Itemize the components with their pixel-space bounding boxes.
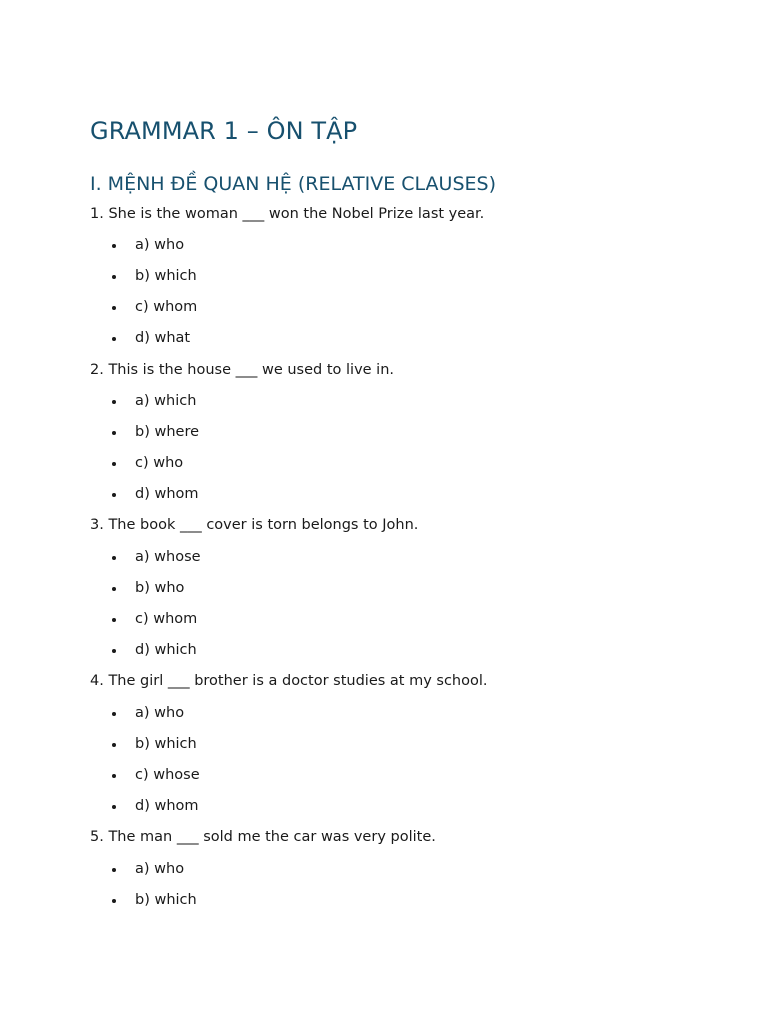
option-label: d) whom xyxy=(135,798,199,815)
option-item xyxy=(90,416,730,447)
question-block xyxy=(90,354,730,510)
question-block xyxy=(90,822,730,916)
bullet-icon xyxy=(112,805,116,809)
bullet-icon xyxy=(112,712,116,716)
option-item xyxy=(90,728,730,759)
option-item xyxy=(90,572,730,603)
option-label: a) who xyxy=(135,860,185,877)
option-label: b) which xyxy=(135,735,197,752)
bullet-icon xyxy=(112,587,116,591)
option-item xyxy=(90,479,730,510)
option-item xyxy=(90,323,730,354)
option-label: b) which xyxy=(135,267,197,284)
question-list xyxy=(90,198,730,915)
option-item xyxy=(90,884,730,915)
bullet-icon xyxy=(112,743,116,747)
document-page xyxy=(90,114,730,915)
option-item xyxy=(90,697,730,728)
option-label: d) which xyxy=(135,642,197,659)
option-label: a) which xyxy=(135,392,197,409)
section-title: I. MỆNH ĐỀ QUAN HỆ (RELATIVE CLAUSES) xyxy=(90,173,496,195)
question-text: 1. She is the woman ___ won the Nobel Prize last year. xyxy=(90,205,485,222)
option-list xyxy=(90,229,730,354)
bullet-icon xyxy=(112,493,116,497)
bullet-icon xyxy=(112,899,116,903)
bullet-icon xyxy=(112,618,116,622)
option-item xyxy=(90,448,730,479)
option-item xyxy=(90,385,730,416)
option-label: b) which xyxy=(135,891,197,908)
bullet-icon xyxy=(112,431,116,435)
bullet-icon xyxy=(112,556,116,560)
question-block xyxy=(90,510,730,666)
question-text: 3. The book ___ cover is torn belongs to John. xyxy=(90,517,419,534)
bullet-icon xyxy=(112,400,116,404)
option-label: c) whom xyxy=(135,299,198,316)
bullet-icon xyxy=(112,337,116,341)
option-item xyxy=(90,791,730,822)
option-item xyxy=(90,229,730,260)
option-label: c) whom xyxy=(135,611,198,628)
bullet-icon xyxy=(112,244,116,248)
document-title: GRAMMAR 1 – ÔN TẬP xyxy=(90,117,358,145)
option-item xyxy=(90,635,730,666)
option-label: d) what xyxy=(135,330,191,347)
option-label: a) who xyxy=(135,236,185,253)
bullet-icon xyxy=(112,275,116,279)
question-text: 5. The man ___ sold me the car was very polite. xyxy=(90,829,436,846)
bullet-icon xyxy=(112,868,116,872)
option-label: a) who xyxy=(135,704,185,721)
option-item xyxy=(90,603,730,634)
question-text: 2. This is the house ___ we used to live in. xyxy=(90,361,395,378)
option-item xyxy=(90,759,730,790)
option-item xyxy=(90,292,730,323)
bullet-icon xyxy=(112,306,116,310)
option-item xyxy=(90,853,730,884)
option-label: a) whose xyxy=(135,548,201,565)
bullet-icon xyxy=(112,462,116,466)
option-label: b) where xyxy=(135,423,200,440)
option-label: c) who xyxy=(135,455,184,472)
option-item xyxy=(90,260,730,291)
option-list xyxy=(90,541,730,666)
option-label: d) whom xyxy=(135,486,199,503)
bullet-icon xyxy=(112,649,116,653)
question-text: 4. The girl ___ brother is a doctor studies at my school. xyxy=(90,673,488,690)
option-list xyxy=(90,697,730,822)
option-list xyxy=(90,385,730,510)
option-item xyxy=(90,541,730,572)
bullet-icon xyxy=(112,774,116,778)
option-list xyxy=(90,853,730,915)
option-label: b) who xyxy=(135,579,185,596)
question-block xyxy=(90,198,730,354)
option-label: c) whose xyxy=(135,766,200,783)
question-block xyxy=(90,666,730,822)
